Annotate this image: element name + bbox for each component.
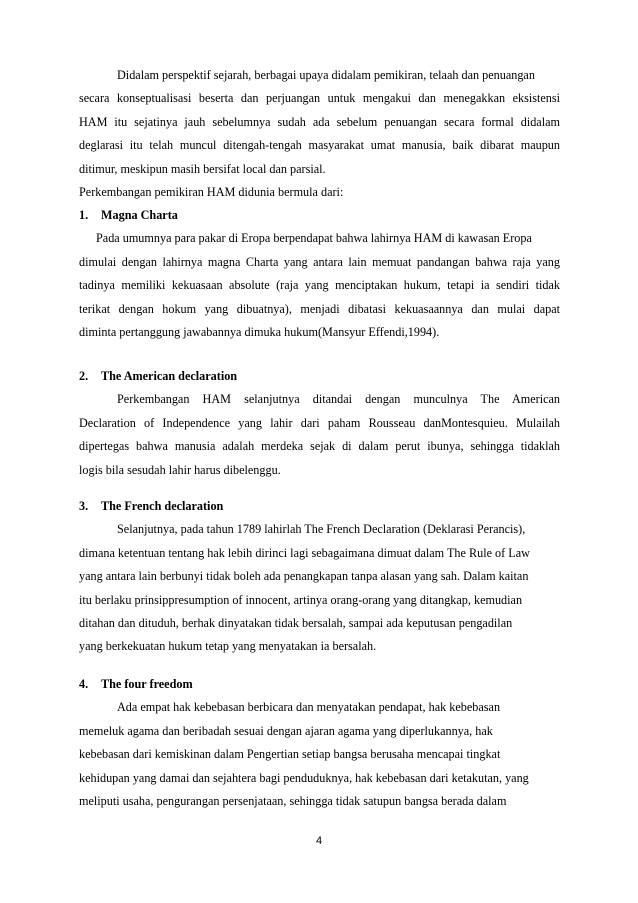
text-line: Perkembangan pemikiran HAM didunia bermula dari: xyxy=(79,185,344,200)
text-line: ditahan dan dituduh, berhak dinyatakan tidak bersalah, sampai ada keputusan pengadilan xyxy=(79,616,513,631)
text-line: logis bila sesudah lahir harus dibelenggu. xyxy=(79,462,281,477)
text-line: meliputi usaha, pengurangan persenjataan, sehingga tidak satupun bangsa berada dalam xyxy=(79,794,507,809)
text-line: dimulai dengan lahirnya magna Charta yang antara lain memuat pandangan bahwa raja yang xyxy=(79,254,560,269)
text-line: memeluk agama dan beribadah sesuai dengan ajaran agama yang diperlukannya, hak xyxy=(79,723,493,738)
section-french-declaration xyxy=(79,495,560,659)
intro-paragraph xyxy=(79,64,560,204)
text-line: Pada umumnya para pakar di Eropa berpendapat bahwa lahirnya HAM di kawasan Eropa xyxy=(96,231,532,246)
text-line: HAM itu sejatinya jauh sebelumnya sudah ada sebelum penuangan secara formal didalam xyxy=(79,114,560,129)
text-line: yang antara lain berbunyi tidak boleh ada penangkapan tanpa alasan yang sah. Dalam kaitan xyxy=(79,569,529,584)
text-line: diminta pertanggung jawabannya dimuka hukum(Mansyur Effendi,1994). xyxy=(79,325,440,340)
text-line: tadinya memiliki kekuasaan absolute (raja yang menciptakan hukum, tetapi ia sendiri tidak xyxy=(79,278,560,293)
section-magna-charta xyxy=(79,204,560,344)
text-line: kebebasan dari kemiskinan dalam Pengertian setiap bangsa berusaha mencapai tingkat xyxy=(79,747,501,762)
text-line: terikat dengan hokum yang dibuatnya), menjadi dibatasi kekuasaannya dan mulai dapat xyxy=(79,301,560,316)
text-line: Ada empat hak kebebasan berbicara dan menyatakan pendapat, hak kebebasan xyxy=(117,700,501,715)
section-title: The French declaration xyxy=(101,499,224,513)
text-line: yang berkekuatan hukum tetap yang menyatakan ia bersalah. xyxy=(79,639,377,654)
section-title: The American declaration xyxy=(101,369,238,383)
page-number: 4 xyxy=(315,835,323,847)
text-line: itu berlaku prinsippresumption of innocent, artinya orang-orang yang ditangkap, kemudian xyxy=(79,592,523,607)
text-line: dimana ketentuan tentang hak lebih dirinci lagi sebagaimana dimuat dalam The Rule of Law xyxy=(79,545,530,560)
section-title: Magna Charta xyxy=(101,208,178,222)
text-line: kehidupan yang damai dan sejahtera bagi penduduknya, hak kebebasan dari ketakutan, yang xyxy=(79,770,529,785)
text-line: ditimur, meskipun masih bersifat local dan parsial. xyxy=(79,161,326,176)
section-number: 4. xyxy=(79,677,89,691)
text-line: deglarasi itu telah muncul ditengah-tengah masyarakat umat manusia, baik dibarat maupun xyxy=(79,138,560,153)
section-four-freedom xyxy=(79,673,560,813)
section-american-declaration xyxy=(79,365,560,482)
text-line: Perkembangan HAM selanjutnya ditandai dengan munculnya The American xyxy=(117,392,560,407)
section-heading xyxy=(79,495,560,518)
text-line: Didalam perspektif sejarah, berbagai upaya didalam pemikiran, telaah dan penuangan xyxy=(117,68,535,82)
section-number: 1. xyxy=(79,208,89,222)
section-number: 3. xyxy=(79,499,89,513)
section-number: 2. xyxy=(79,369,89,383)
section-heading xyxy=(79,204,560,227)
section-title: The four freedom xyxy=(101,677,193,691)
section-heading xyxy=(79,365,560,388)
text-line: Declaration of Independence yang lahir dari paham Rousseau danMontesquieu. Mulailah xyxy=(79,415,560,430)
text-line: Selanjutnya, pada tahun 1789 lahirlah The French Declaration (Deklarasi Perancis), xyxy=(117,522,526,537)
text-line: secara konseptualisasi beserta dan perjuangan untuk mengakui dan menegakkan eksistensi xyxy=(79,91,560,106)
section-heading xyxy=(79,673,560,696)
text-line: dipertegas bahwa manusia adalah merdeka sejak di dalam perut ibunya, sehingga tidaklah xyxy=(79,439,560,454)
